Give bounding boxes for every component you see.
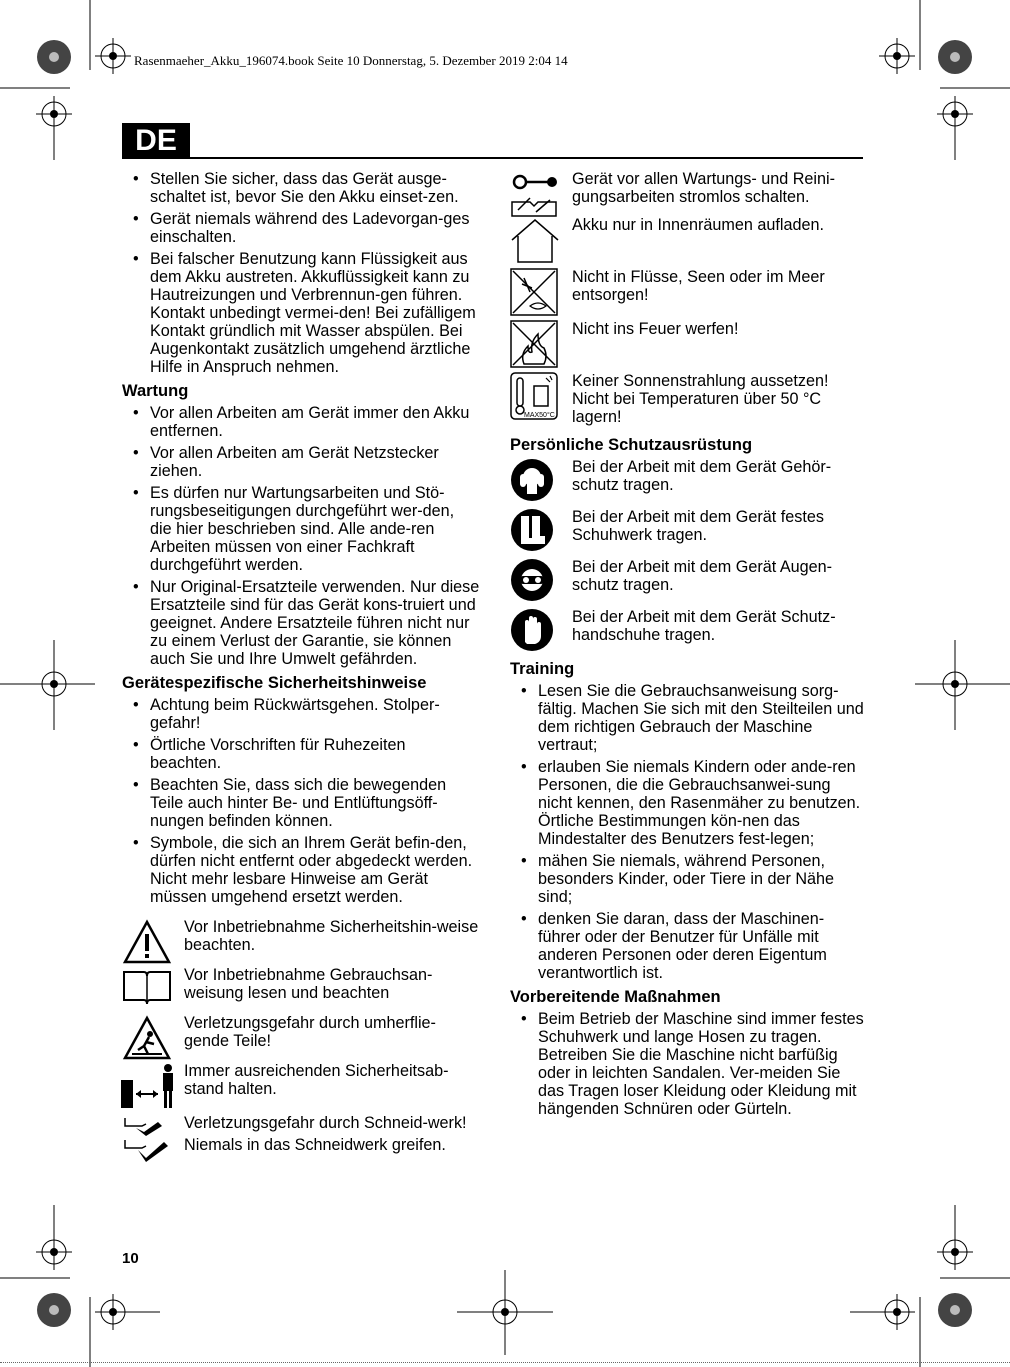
eye-protection-icon bbox=[510, 558, 554, 602]
ear-protection-icon bbox=[510, 458, 554, 502]
list-item: • Beachten Sie, dass sich die bewegenden Teile auch hinter Be- und Entlüftungsöff-nungen befinden können. bbox=[122, 776, 480, 830]
cutting-blade-icon bbox=[122, 1114, 172, 1162]
symbol-text: Akku nur in Innenräumen aufladen. bbox=[572, 216, 824, 234]
flying-parts-icon bbox=[122, 1014, 172, 1062]
max-temperature-icon bbox=[510, 372, 560, 420]
ppe-row bbox=[510, 458, 864, 502]
ppe-heading: Persönliche Schutzausrüstung bbox=[510, 436, 753, 454]
safety-boots-icon bbox=[510, 508, 554, 552]
page-number: 10 bbox=[122, 1250, 139, 1267]
list-item: • Vor allen Arbeiten am Gerät immer den Akku entfernen. bbox=[122, 404, 480, 440]
symbol-row bbox=[510, 170, 864, 210]
list-item: • Es dürfen nur Wartungsarbeiten und Stö-rungsbeseitigungen durchgeführt wer-den, die hier beschrieben sind. Alle ande-ren Arbeiten müssen von einer Fachkraft durchgeführt werden. bbox=[122, 484, 480, 574]
right-column bbox=[510, 170, 864, 1122]
geraete-bullet-list bbox=[122, 696, 480, 906]
training-bullet-list bbox=[510, 682, 864, 982]
list-item: • Bei falscher Benutzung kann Flüssigkeit aus dem Akku austreten. Akkuflüssigkeit kann zu Hautreizungen und Verbrennun-gen führen. Kontakt unbedingt vermei-den! Bei zufälligem Kontakt gründlich mit Wasser abspülen. Bei Augenkontakt zusätzlich umgehend ärztliche Hilfe in Anspruch nehmen. bbox=[122, 250, 480, 376]
protective-gloves-icon bbox=[510, 608, 554, 652]
left-column bbox=[122, 170, 480, 1162]
ppe-text: Bei der Arbeit mit dem Gerät Schutz-handschuhe tragen. bbox=[572, 608, 836, 644]
symbol-row bbox=[510, 372, 864, 430]
list-item: • Lesen Sie die Gebrauchsanweisung sorg-fältig. Machen Sie sich mit den Steilteilen und dem richtigen Gebrauch der Maschine vertraut; bbox=[510, 682, 864, 754]
vorbereitende-heading: Vorbereitende Maßnahmen bbox=[510, 988, 721, 1006]
no-water-disposal-icon bbox=[510, 268, 560, 316]
symbol-row bbox=[122, 918, 480, 960]
symbol-row bbox=[122, 966, 480, 1008]
symbol-row bbox=[122, 1014, 480, 1056]
list-item: • Stellen Sie sicher, dass das Gerät ausge-schaltet ist, bevor Sie den Akku einset-zen. bbox=[122, 170, 480, 206]
list-item: • Örtliche Vorschriften für Ruhezeiten beachten. bbox=[122, 736, 480, 772]
manual-book-icon bbox=[122, 966, 172, 1014]
vorbereitende-bullet-list bbox=[510, 1010, 864, 1118]
list-item: • Gerät niemals während des Ladevorgan-ges einschalten. bbox=[122, 210, 480, 246]
list-item: • Symbole, die sich an Ihrem Gerät befin-den, dürfen nicht entfernt oder abgedeckt werden. Nicht mehr lesbare Hinweise am Gerät müssen umgehend ersetzt werden. bbox=[122, 834, 480, 906]
safety-distance-icon bbox=[118, 1062, 178, 1110]
warning-triangle-icon bbox=[122, 918, 172, 966]
training-heading: Training bbox=[510, 660, 575, 678]
wartung-heading: Wartung bbox=[122, 382, 189, 400]
symbol-row bbox=[510, 216, 864, 262]
list-item: • Achtung beim Rückwärtsgehen. Stolper-gefahr! bbox=[122, 696, 480, 732]
language-badge: DE bbox=[122, 123, 190, 159]
print-header: Rasenmaeher_Akku_196074.book Seite 10 Donnerstag, 5. Dezember 2019 2:04 14 bbox=[134, 53, 568, 68]
list-item: • denken Sie daran, dass der Maschinen-führer oder der Benutzer für Unfälle mit anderen Personen oder deren Eigentum verantwortlich ist. bbox=[510, 910, 864, 982]
symbol-text: Vor Inbetriebnahme Gebrauchsan-weisung lesen und beachten bbox=[184, 966, 433, 1002]
symbol-text: Verletzungsgefahr durch umherflie-gende Teile! bbox=[184, 1014, 436, 1050]
list-item: • Vor allen Arbeiten am Gerät Netzstecker ziehen. bbox=[122, 444, 480, 480]
symbol-row bbox=[510, 320, 864, 366]
symbol-text: Immer ausreichenden Sicherheitsab-stand halten. bbox=[184, 1062, 449, 1098]
symbol-text: Vor Inbetriebnahme Sicherheitshin-weise beachten. bbox=[184, 918, 479, 954]
header-rule bbox=[190, 157, 863, 159]
symbol-text: Keiner Sonnenstrahlung aussetzen! Nicht bei Temperaturen über 50 °C lagern! bbox=[572, 372, 829, 426]
house-icon bbox=[510, 216, 560, 264]
symbol-text-secondary: Niemals in das Schneidwerk greifen. bbox=[184, 1136, 446, 1154]
ppe-text: Bei der Arbeit mit dem Gerät Gehör-schutz tragen. bbox=[572, 458, 832, 494]
symbol-row bbox=[510, 268, 864, 314]
key-maintenance-icon bbox=[510, 172, 560, 220]
ppe-row bbox=[510, 508, 864, 552]
no-fire-icon bbox=[510, 320, 560, 368]
ppe-text: Bei der Arbeit mit dem Gerät festes Schuhwerk tragen. bbox=[572, 508, 824, 544]
symbol-text: Nicht in Flüsse, Seen oder im Meer entsorgen! bbox=[572, 268, 825, 304]
symbol-text: Verletzungsgefahr durch Schneid-werk! bbox=[184, 1114, 467, 1132]
ppe-text: Bei der Arbeit mit dem Gerät Augen-schutz tragen. bbox=[572, 558, 833, 594]
page-trim-line bbox=[0, 1362, 1010, 1363]
symbol-row bbox=[122, 1062, 480, 1108]
list-item: • erlauben Sie niemals Kindern oder ande-ren Personen, die die Gebrauchsanwei-sung nicht kennen, den Rasenmäher zu benutzen. Örtliche Bestimmungen kön-nen das Mindestalter des Benutzers fest-legen; bbox=[510, 758, 864, 848]
list-item: • mähen Sie niemals, während Personen, besonders Kinder, oder Tiere in der Nähe sind; bbox=[510, 852, 864, 906]
wartung-bullet-list bbox=[122, 404, 480, 668]
list-item: • Beim Betrieb der Maschine sind immer festes Schuhwerk und lange Hosen zu tragen. Betreiben Sie die Maschine nicht barfüßig oder in leichten Sandalen. Ver-meiden Sie das Tragen loser Kleidung oder Kleidung mit hängenden Schnüren oder Gürteln. bbox=[510, 1010, 864, 1118]
ppe-row bbox=[510, 558, 864, 602]
symbol-row bbox=[122, 1114, 480, 1156]
max-temperature-label: MAX50°C bbox=[524, 412, 555, 419]
intro-bullet-list bbox=[122, 170, 480, 376]
list-item: • Nur Original-Ersatzteile verwenden. Nur diese Ersatzteile sind für das Gerät kons-truiert und geeignet. Andere Ersatzteile führen nicht nur zu einem Verlust der Garantie, sie können auch Sie und Ihre Umwelt gefährden. bbox=[122, 578, 480, 668]
symbol-text: Nicht ins Feuer werfen! bbox=[572, 320, 739, 338]
geraete-heading: Gerätespezifische Sicherheitshinweise bbox=[122, 674, 427, 692]
ppe-row bbox=[510, 608, 864, 652]
symbol-text: Gerät vor allen Wartungs- und Reini-gungsarbeiten stromlos schalten. bbox=[572, 170, 836, 206]
